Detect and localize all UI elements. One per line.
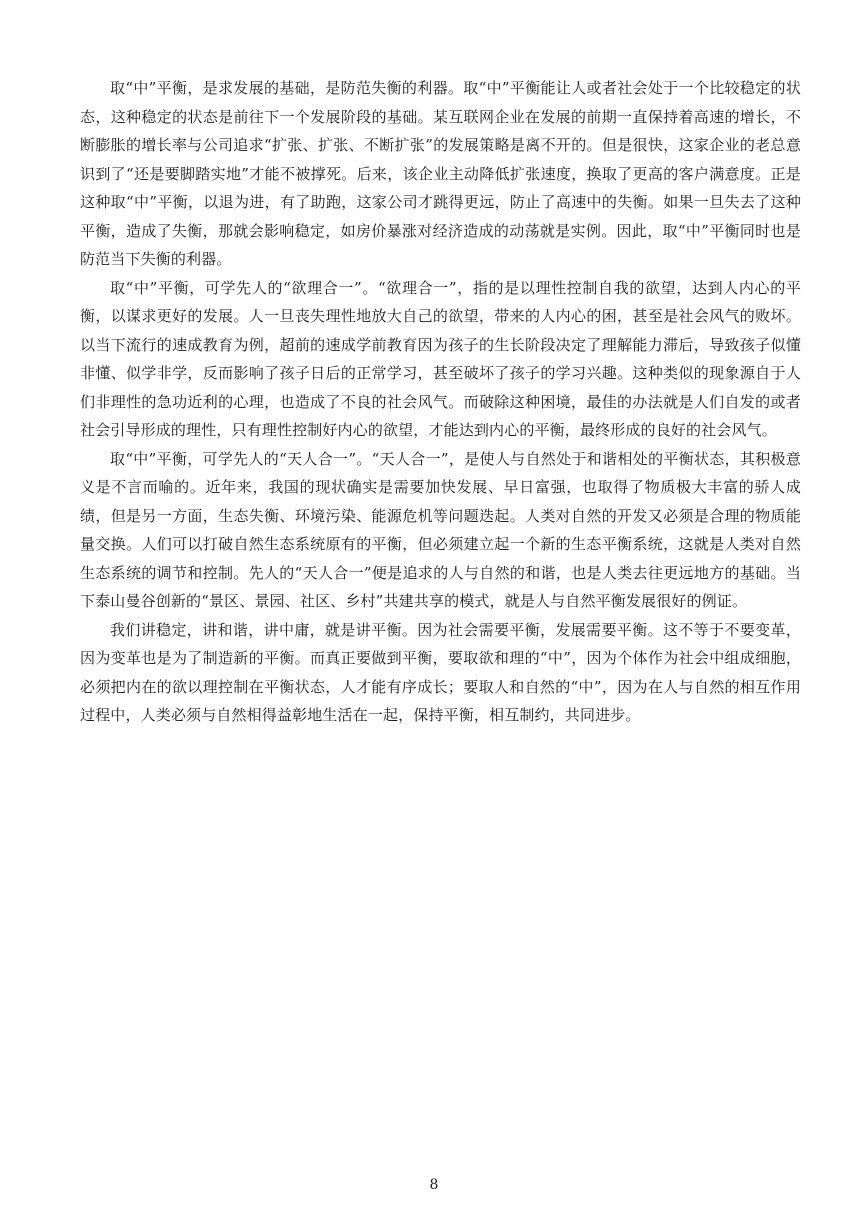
essay-body bbox=[80, 74, 801, 730]
paragraph-4: 我们讲稳定，讲和谐，讲中庸，就是讲平衡。因为社会需要平衡，发展需要平衡。这不等于不要变革，因为变革也是为了制造新的平衡。而真正要做到平衡，要取欲和理的“中”，因为个体作为社会中组成细胞，必须把内在的欲以理控制在平衡状态，人才能有序成长；要取人和自然的“中”，因为在人与自然的相互作用过程中，人类必须与自然相得益彰地生活在一起，保持平衡，相互制约，共同进步。 bbox=[80, 620, 801, 724]
paragraph-3: 取“中”平衡，可学先人的“天人合一”。“天人合一”，是使人与自然处于和谐相处的平衡状态，其积极意义是不言而喻的。近年来，我国的现状确实是需要加快发展、早日富强，也取得了物质极大丰富的骄人成绩，但是另一方面，生态失衡、环境污染、能源危机等问题迭起。人类对自然的开发又必须是合理的物质能量交换。人们可以打破自然生态系统原有的平衡，但必须建立起一个新的生态平衡系统，这就是人类对自然生态系统的调节和控制。先人的“天人合一”便是追求的人与自然的和谐，也是人类去往更远地方的基础。当下泰山曼谷创新的“景区、景园、社区、乡村”共建共享的模式，就是人与自然平衡发展很好的例证。 bbox=[80, 449, 801, 610]
paragraph-1: 取“中”平衡，是求发展的基础，是防范失衡的利器。取“中”平衡能让人或者社会处于一个比较稳定的状态，这种稳定的状态是前往下一个发展阶段的基础。某互联网企业在发展的前期一直保持着高速的增长，不断膨胀的增长率与公司追求“扩张、扩张、不断扩张”的发展策略是离不开的。但是很快，这家企业的老总意识到了“还是要脚踏实地”才能不被撑死。后来，该企业主动降低扩张速度，换取了更高的客户满意度。正是这种取“中”平衡，以退为进，有了助跑，这家公司才跳得更远，防止了高速中的失衡。如果一旦失去了这种平衡，造成了失衡，那就会影响稳定，如房价暴涨对经济造成的动荡就是实例。因此，取“中”平衡同时也是防范当下失衡的利器。 bbox=[80, 79, 801, 268]
paragraph-2: 取“中”平衡，可学先人的“欲理合一”。“欲理合一”，指的是以理性控制自我的欲望，达到人内心的平衡，以谋求更好的发展。人一旦丧失理性地放大自己的欲望，带来的人内心的困，甚至是社会风气的败坏。以当下流行的速成教育为例，超前的速成学前教育因为孩子的生长阶段决定了理解能力滞后，导致孩子似懂非懂、似学非学，反而影响了孩子日后的正常学习，甚至破坏了孩子的学习兴趣。这种类似的现象源自于人们非理性的急功近利的心理，也造成了不良的社会风气。而破除这种困境，最佳的办法就是人们自发的或者社会引导形成的理性，只有理性控制好内心的欲望，才能达到内心的平衡，最终形成的良好的社会风气。 bbox=[80, 278, 801, 439]
page-number: 8 bbox=[429, 1177, 439, 1193]
